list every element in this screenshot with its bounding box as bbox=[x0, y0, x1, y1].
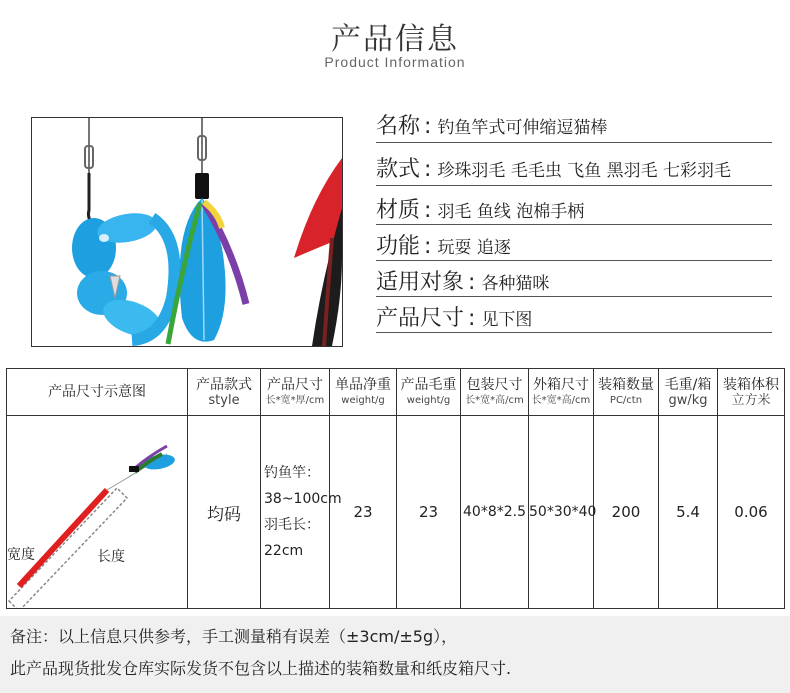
info-value: 珍珠羽毛 毛毛虫 飞鱼 黑羽毛 七彩羽毛 bbox=[437, 161, 732, 181]
header-style: 产品款式 style bbox=[188, 369, 261, 416]
page-subtitle: Product Information bbox=[324, 54, 466, 70]
header-qty: 装箱数量 PC/ctn bbox=[594, 369, 659, 416]
cell-package-size: 40*8*2.5 bbox=[461, 416, 529, 609]
cell-volume: 0.06 bbox=[718, 416, 785, 609]
page-title: 产品信息 bbox=[331, 22, 459, 57]
note-line-1: 备注：以上信息只供参考，手工测量稍有误差（±3cm/±5g）， bbox=[10, 627, 458, 646]
cell-qty: 200 bbox=[594, 416, 659, 609]
note-line-2: 此产品现货批发仓库实际发货不包含以上描述的装箱数量和纸皮箱尺寸. bbox=[10, 659, 512, 678]
info-label: 材质 bbox=[376, 198, 421, 223]
length-label: 长度 bbox=[97, 549, 125, 565]
divider bbox=[376, 142, 772, 143]
header-package-size: 包装尺寸 长*宽*高/cm bbox=[461, 369, 529, 416]
info-label: 适用对象 bbox=[376, 270, 465, 295]
divider bbox=[376, 185, 772, 186]
info-label: 功能 bbox=[376, 234, 421, 259]
header-gross-weight: 产品毛重 weight/g bbox=[397, 369, 461, 416]
cell-gross-weight: 23 bbox=[397, 416, 461, 609]
info-value: 钓鱼竿式可伸缩逗猫棒 bbox=[437, 118, 608, 138]
header-diagram: 产品尺寸示意图 bbox=[7, 369, 188, 416]
cell-size: 钓鱼竿： 38~100cm 羽毛长： 22cm bbox=[261, 416, 330, 609]
info-value: 玩耍 追逐 bbox=[437, 238, 511, 258]
cell-net-weight: 23 bbox=[330, 416, 397, 609]
width-label: 宽度 bbox=[7, 547, 35, 563]
divider bbox=[376, 296, 772, 297]
cell-gross-per-carton: 5.4 bbox=[659, 416, 718, 609]
cell-style: 均码 bbox=[188, 416, 261, 609]
spec-table bbox=[6, 368, 785, 609]
divider bbox=[376, 260, 772, 261]
info-label: 产品尺寸 bbox=[376, 306, 465, 331]
size-diagram bbox=[7, 416, 188, 609]
notes-panel bbox=[0, 616, 790, 693]
info-label: 款式 bbox=[376, 157, 421, 182]
header-size: 产品尺寸 长*宽*厚/cm bbox=[261, 369, 330, 416]
info-value: 见下图 bbox=[481, 310, 533, 330]
info-value: 各种猫咪 bbox=[481, 274, 550, 294]
info-row-material: 材质 : 羽毛 鱼线 泡棉手柄 bbox=[376, 193, 772, 225]
divider bbox=[376, 224, 772, 225]
info-row-function: 功能 : 玩耍 追逐 bbox=[376, 229, 772, 261]
info-row-name: 名称 : 钓鱼竿式可伸缩逗猫棒 bbox=[376, 109, 772, 143]
cell-carton-size: 50*30*40 bbox=[529, 416, 594, 609]
info-row-size: 产品尺寸 : 见下图 bbox=[376, 301, 772, 333]
product-photo bbox=[31, 117, 343, 347]
header-gross-per-carton: 毛重/箱 gw/kg bbox=[659, 369, 718, 416]
header-carton-size: 外箱尺寸 长*宽*高/cm bbox=[529, 369, 594, 416]
header-net-weight: 单品净重 weight/g bbox=[330, 369, 397, 416]
info-row-target: 适用对象 : 各种猫咪 bbox=[376, 265, 772, 297]
header-volume: 装箱体积 立方米 bbox=[718, 369, 785, 416]
info-value: 羽毛 鱼线 泡棉手柄 bbox=[437, 202, 585, 222]
table-header-row bbox=[7, 369, 785, 416]
divider bbox=[376, 332, 772, 333]
table-row bbox=[7, 416, 785, 609]
info-row-style: 款式 : 珍珠羽毛 毛毛虫 飞鱼 黑羽毛 七彩羽毛 bbox=[376, 152, 772, 186]
info-label: 名称 bbox=[376, 114, 421, 139]
